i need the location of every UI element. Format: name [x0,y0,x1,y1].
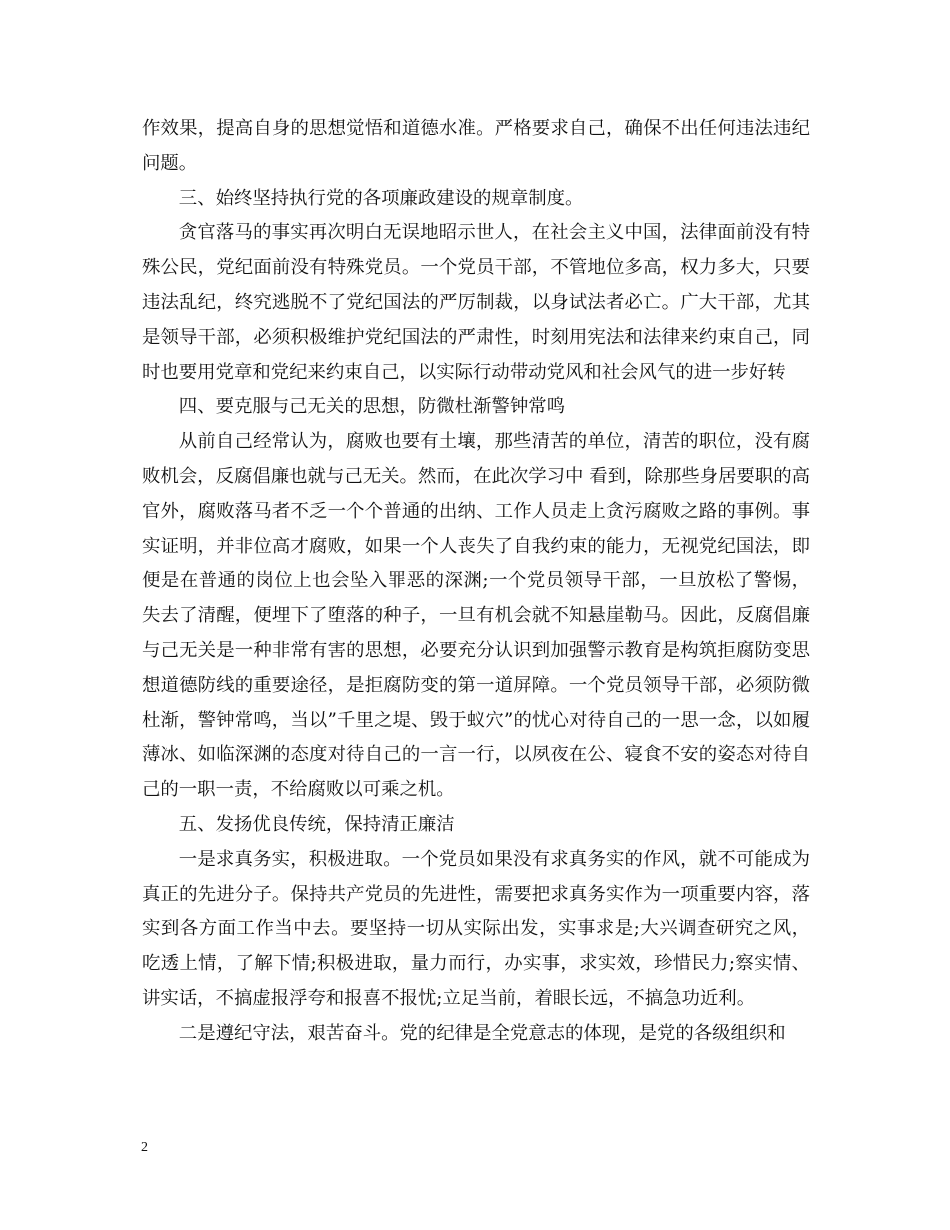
document-page-body [142,112,810,1052]
paragraph: 一是求真务实，积极进取。一个党员如果没有求真务实的作风，就不可能成为真正的先进分子。保持共产党员的先进性，需要把求真务实作为一项重要内容，落实到各方面工作当中去。要坚持一切从实际出发，实事求是;大兴调查研究之风，吃透上情，了解下情;积极进取，量力而行，办实事，求实效，珍惜民力;察实情、讲实话，不搞虚报浮夸和报喜不报忧;立足当前，着眼长远，不搞急功近利。 [142,848,810,1009]
paragraph: 二是遵纪守法，艰苦奋斗。党的纪律是全党意志的体现，是党的各级组织和 [178,1022,786,1044]
paragraph-continuation: 作效果，提高自身的思想觉悟和道德水准。严格要求自己，确保不出任何违法违纪问题。 [142,118,810,174]
paragraph: 从前自己经常认为，腐败也要有土壤，那些清苦的单位，清苦的职位，没有腐败机会，反腐倡廉也就与己无关。然而，在此次学习中 看到，除那些身居要职的高官外，腐败落马者不乏一个个普通的出纳、工作人员走上贪污腐败之路的事例。事实证明，并非位高才腐败，如果一个人丧失了自我约束的能力，无视党纪国法，即便是在普通的岗位上也会坠入罪恶的深渊;一个党员领导干部，一旦放松了警惕，失去了清醒，便埋下了堕落的种子，一旦有机会就不知悬崖勒马。因此，反腐倡廉与己无关是一种非常有害的思想，必要充分认识到加强警示教育是构筑拒腐防变思想道德防线的重要途径，是拒腐防变的第一道屏障。一个党员领导干部，必须防微杜渐，警钟常鸣，当以”千里之堤、毁于蚁穴”的忧心对待自己的一思一念，以如履薄冰、如临深渊的态度对待自己的一言一行，以夙夜在公、寝食不安的姿态对待自己的一职一责，不给腐败以可乘之机。 [142,431,810,801]
paragraph: 贪官落马的事实再次明白无误地昭示世人，在社会主义中国，法律面前没有特殊公民，党纪面前没有特殊党员。一个党员干部，不管地位多高，权力多大，只要违法乱纪，终究逃脱不了党纪国法的严厉制裁，以身试法者必亡。广大干部，尤其是领导干部，必须积极维护党纪国法的严肃性，时刻用宪法和法律来约束自己，同时也要用党章和党纪来约束自己，以实际行动带动党风和社会风气的进一步好转 [142,222,810,383]
page-number: 2 [141,1140,148,1155]
section-heading-four: 四、要克服与己无关的思想，防微杜渐警钟常鸣 [178,396,566,418]
section-heading-three: 三、始终坚持执行党的各项廉政建设的规章制度。 [178,187,584,209]
section-heading-five: 五、发扬优良传统，保持清正廉洁 [178,813,455,835]
